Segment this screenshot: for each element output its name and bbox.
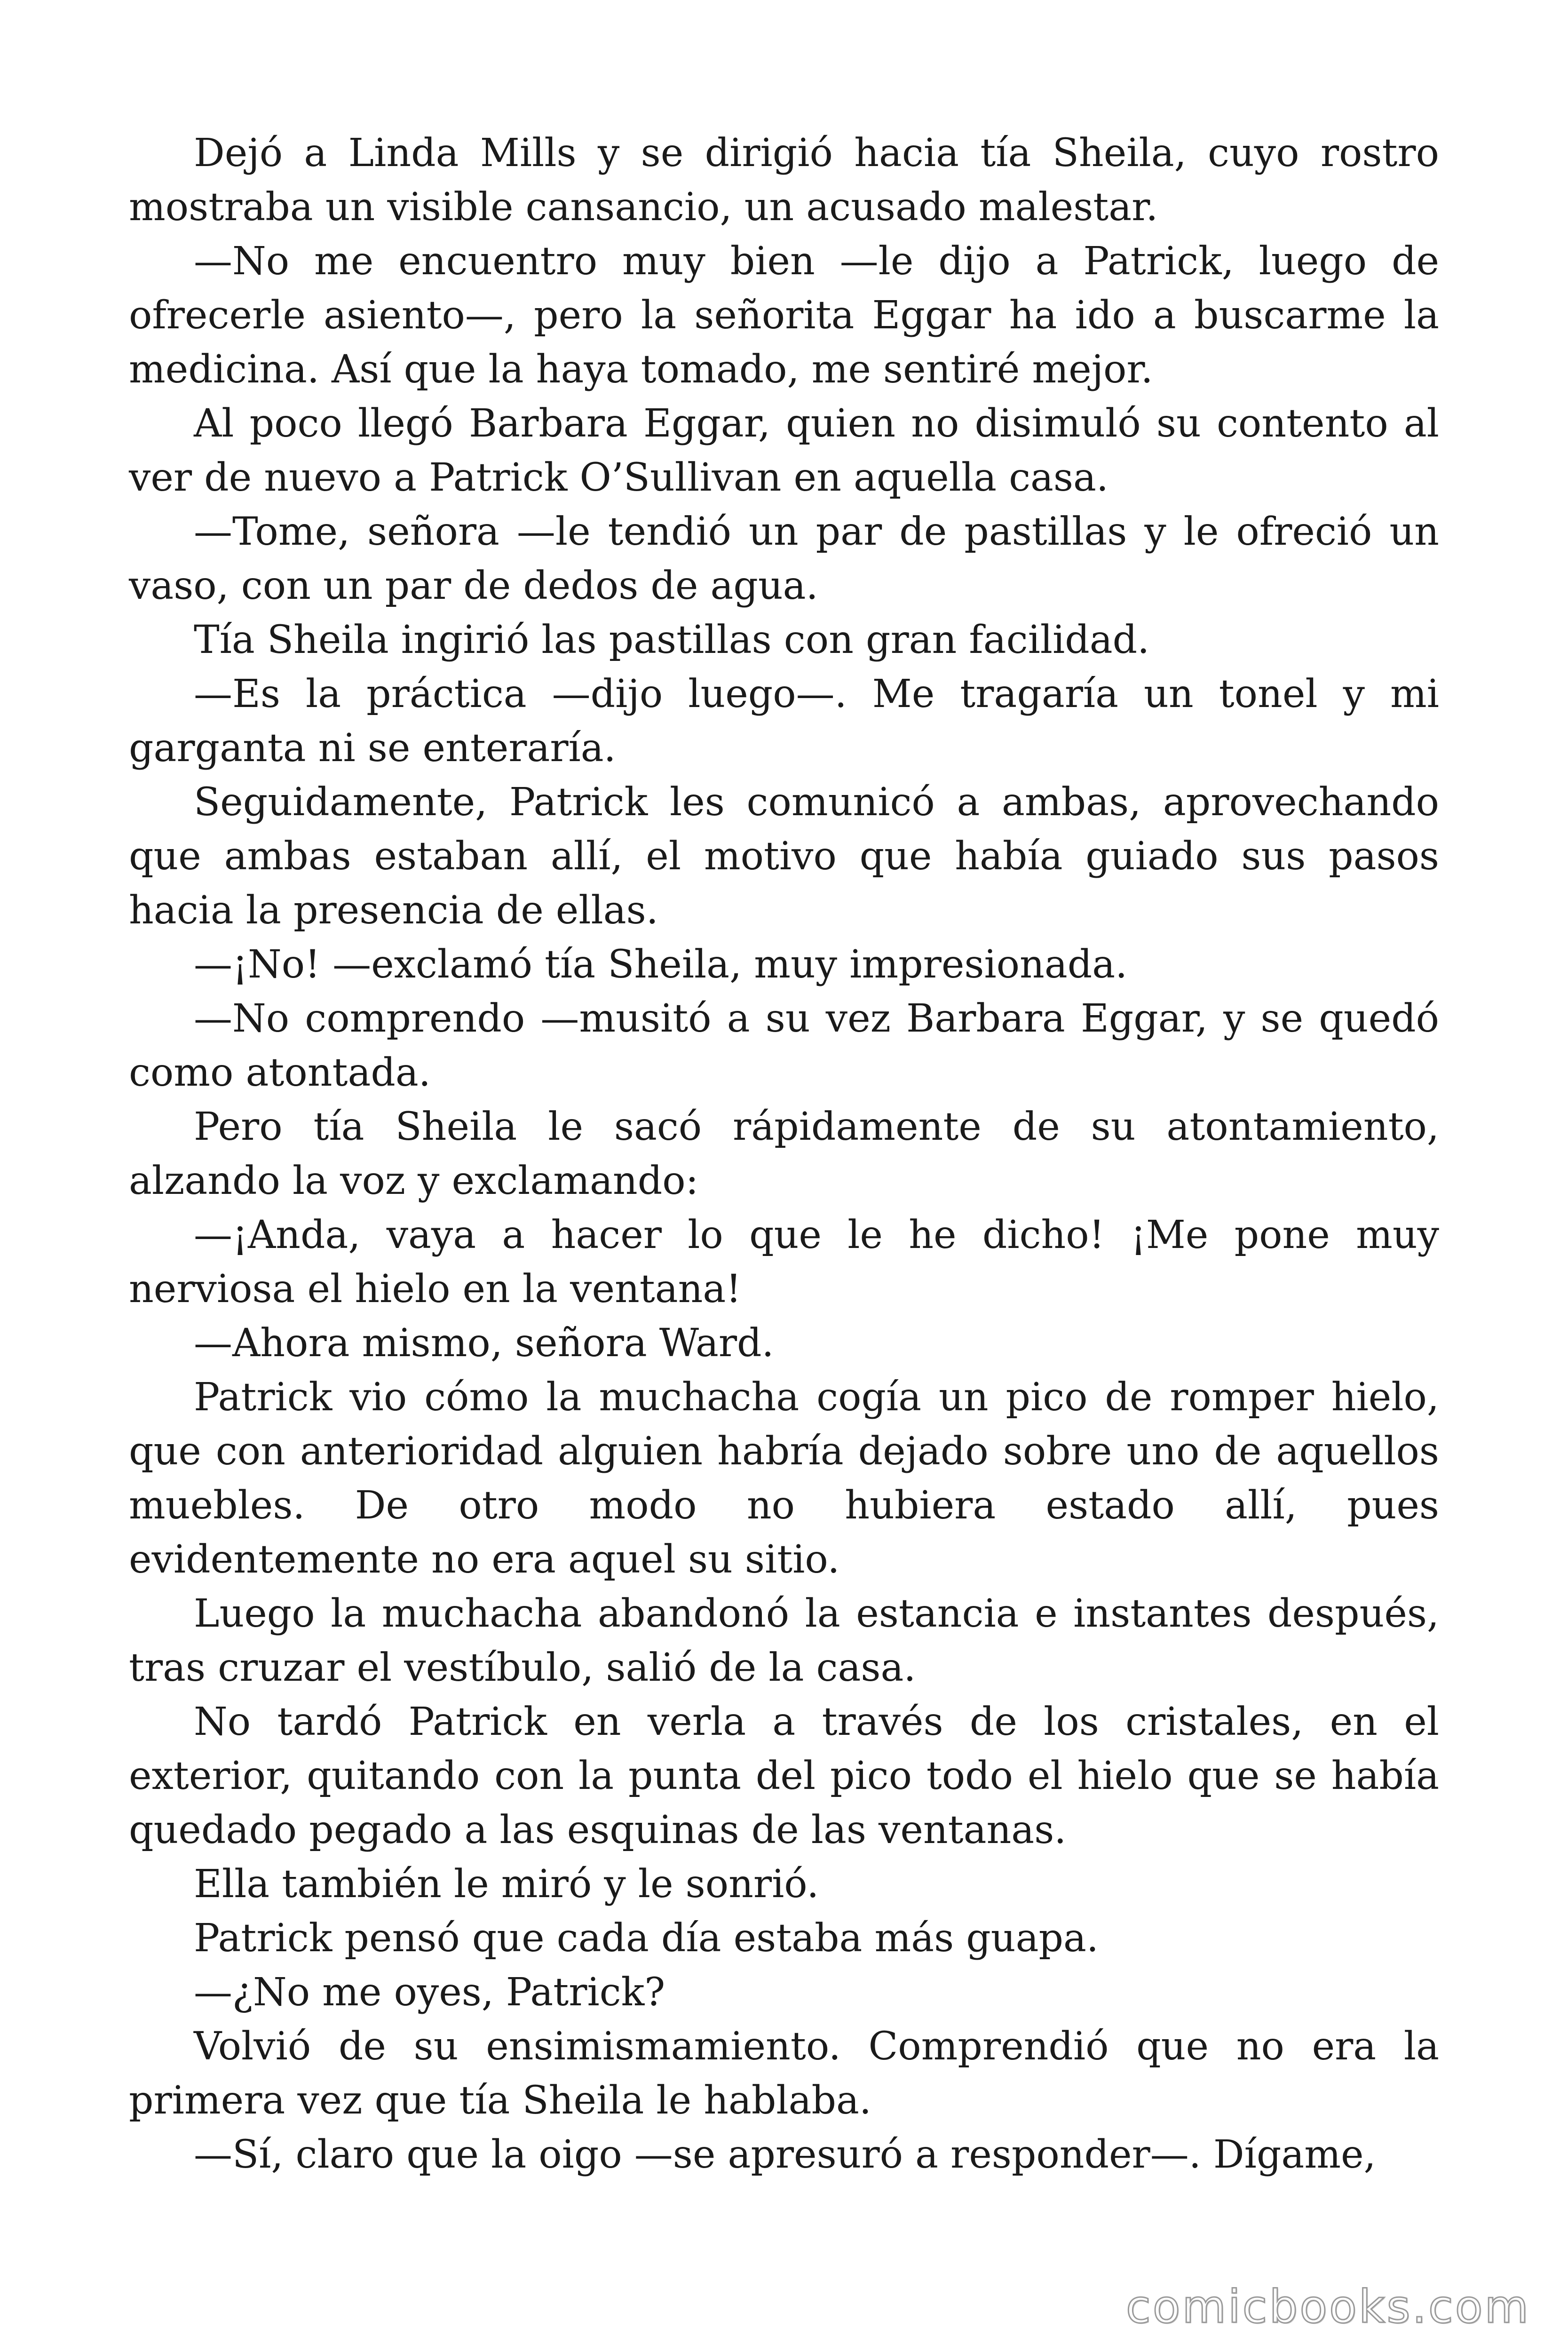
paragraph: —¡Anda, vaya a hacer lo que le he dicho! ¡Me pone muy nerviosa el hielo en la ventana! — [129, 1213, 1439, 1311]
paragraph: Seguidamente, Patrick les comunicó a ambas, aprovechando que ambas estaban allí, el motivo que había guiado sus pasos hacia la presencia de ellas. — [129, 780, 1439, 933]
paragraph: —Es la práctica —dijo luego—. Me tragaría un tonel y mi garganta ni se enteraría. — [129, 672, 1439, 771]
paragraph: Pero tía Sheila le sacó rápidamente de su atontamiento, alzando la voz y exclamando: — [129, 1104, 1439, 1203]
paragraph: Patrick vio cómo la muchacha cogía un pico de romper hielo, que con anterioridad alguien habría dejado sobre uno de aquellos muebles. De otro modo no hubiera estado allí, pues evidentemente no era aquel su sitio. — [129, 1375, 1439, 1582]
paragraph: —Sí, claro que la oigo —se apresuró a responder—. Dígame, — [194, 2132, 1376, 2177]
paragraph: —Tome, señora —le tendió un par de pastillas y le ofreció un vaso, con un par de dedos de agua. — [129, 509, 1439, 608]
watermark-text: comicbooks.com — [1125, 2280, 1530, 2333]
paragraph: —No comprendo —musitó a su vez Barbara Eggar, y se quedó como atontada. — [129, 996, 1439, 1095]
paragraph: Al poco llegó Barbara Eggar, quien no disimuló su contento al ver de nuevo a Patrick O’Sullivan en aquella casa. — [129, 401, 1439, 500]
paragraph: No tardó Patrick en verla a través de los cristales, en el exterior, quitando con la punta del pico todo el hielo que se había quedado pegado a las esquinas de las ventanas. — [129, 1700, 1439, 1852]
paragraph: Luego la muchacha abandonó la estancia e instantes después, tras cruzar el vestíbulo, salió de la casa. — [129, 1591, 1439, 1690]
page-body — [129, 126, 1439, 2182]
paragraph: —No me encuentro muy bien —le dijo a Patrick, luego de ofrecerle asiento—, pero la señorita Eggar ha ido a buscarme la medicina. Así que la haya tomado, me sentiré mejor. — [129, 239, 1439, 392]
paragraph: Ella también le miró y le sonrió. — [194, 1862, 819, 1907]
paragraph: Dejó a Linda Mills y se dirigió hacia tía Sheila, cuyo rostro mostraba un visible cansancio, un acusado malestar. — [129, 131, 1439, 230]
paragraph: —Ahora mismo, señora Ward. — [194, 1321, 774, 1366]
paragraph: —¡No! —exclamó tía Sheila, muy impresionada. — [194, 942, 1128, 987]
paragraph: Volvió de su ensimismamiento. Comprendió que no era la primera vez que tía Sheila le hablaba. — [129, 2024, 1439, 2123]
paragraph: —¿No me oyes, Patrick? — [194, 1970, 665, 2015]
paragraph: Patrick pensó que cada día estaba más guapa. — [194, 1916, 1099, 1961]
paragraph: Tía Sheila ingirió las pastillas con gran facilidad. — [194, 618, 1150, 662]
